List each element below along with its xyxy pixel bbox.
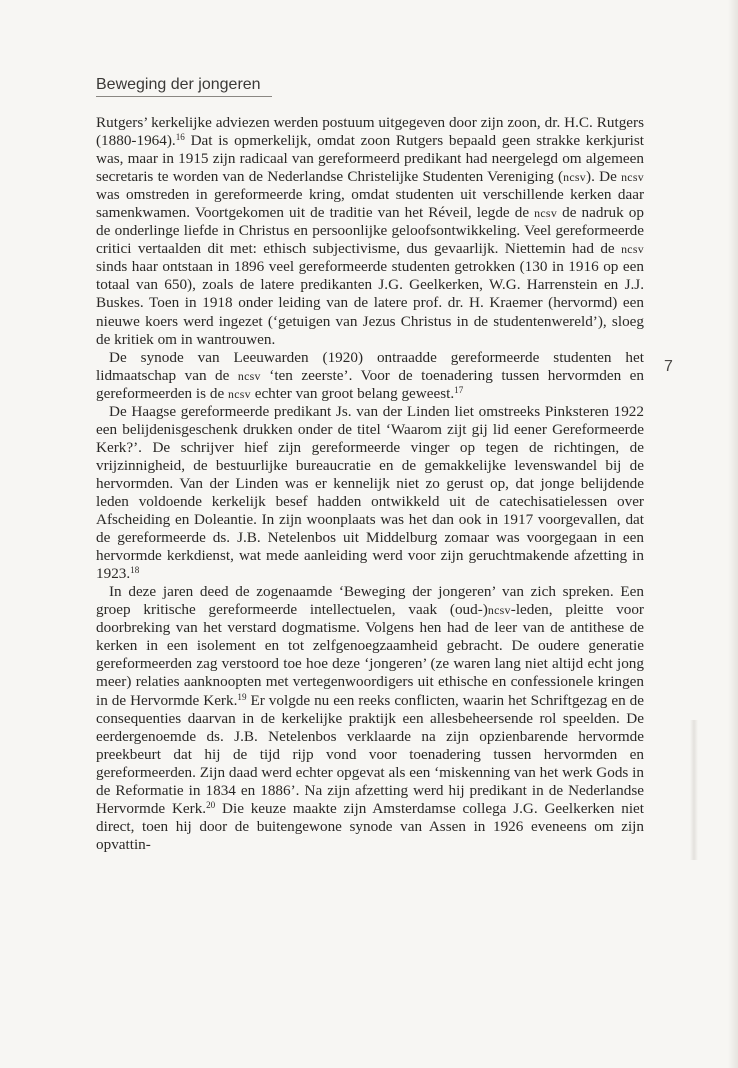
footnote-reference: 17 [454,384,464,395]
small-caps-abbreviation: ncsv [487,603,511,618]
paragraph [96,583,644,854]
small-caps-abbreviation: ncsv [227,386,251,401]
body-text [96,114,644,854]
show-through-mark [690,720,698,860]
footnote-reference: 16 [175,132,185,143]
text-run: was omstreden in gereformeerde kring, omdat studenten uit verschillende kerken daar samenkwamen. Voortgekomen uit de traditie van het Réveil, legde de [96,186,644,222]
text-run: Die keuze maakte zijn Amsterdamse collega J.G. Geelkerken niet direct, toen hij door de buitengewone synode van Assen in 1926 eveneens om zijn opvattin- [96,799,644,853]
text-run: De synode van Leeuwarden (1920) ontraadde gereformeerde studenten het lidmaatschap van de [96,348,644,384]
paragraph [96,114,644,349]
text-run: Dat is opmerkelijk, omdat zoon Rutgers bepaald geen strakke kerkjurist was, maar in 1915 zijn radicaal van gereformeerd predikant had neergelegd om algemeen secretaris te worden van de Nederlandse Christelijke Studenten Vereniging ( [96,132,644,186]
text-run: de nadruk op de onderlinge liefde in Christus en persoonlijke geloofsontwikkeling. Veel gereformeerde critici vertaalden dit met: ethisch subjectivisme, dus gevaarlijk. Niettemin had de [96,204,644,258]
paragraph [96,403,644,583]
footnote-reference: 20 [206,799,216,810]
text-run: ). De [586,168,622,186]
page-edge-shadow [728,0,738,1068]
text-run: echter van groot belang geweest. [250,384,455,402]
text-run: ‘ten zeerste’. Voor de toenadering tussen hervormden en gereformeerden is de [96,366,644,402]
section-heading: Beweging der jongeren [96,76,272,97]
text-run: In deze jaren deed de zogenaamde ‘Beweging der jongeren’ van zich spreken. Een groep kritische gereformeerde intellectuelen, vaak (oud-) [96,583,644,619]
footnote-reference: 19 [237,691,247,702]
small-caps-abbreviation: ncsv [237,368,261,383]
text-run: -leden, pleitte voor doorbreking van het verstard dogmatisme. Volgens hen had de leer van de antithese de kerken in een isolement en tot zelfgenoegzaamheid gebracht. De oudere generatie gereformeerden zag verstoord toe hoe deze ‘jongeren’ (ze waren lang niet altijd echt jong meer) relaties aanknoopten met vertegenwoordigers uit ethische en confessionele kringen in de Hervormde Kerk. [96,601,644,709]
page-number: 7 [664,358,673,375]
small-caps-abbreviation: ncsv [621,242,644,257]
text-run: sinds haar ontstaan in 1896 veel gereformeerde studenten getrokken (130 in 1916 op een totaal van 650), zoals de latere predikanten J.G. Geelkerken, W.G. Harrenstein en J.J. Buskes. Toen in 1918 onder leiding van de latere prof. dr. H. Kraemer (hervormd) een nieuwe koers werd ingezet (‘getuigen van Jezus Christus in de studentenwereld’), sloeg de kritiek om in wantrouwen. [96,258,644,348]
footnote-reference: 18 [130,565,140,576]
small-caps-abbreviation: ncsv [563,170,587,185]
small-caps-abbreviation: ncsv [534,206,558,221]
paragraph [96,349,644,403]
text-run: De Haagse gereformeerde predikant Js. van der Linden liet omstreeks Pinksteren 1922 een belijdenisgeschenk drukken onder de titel ‘Waarom zijt gij lid eener Gereformeerde Kerk?’. De schrijver hief zijn gereformeerde vinger op tegen de richtingen, de vrijzinnigheid, de bestuurlijke bureaucratie en de gemakkelijke levenswandel bij de hervormden. Van der Linden was er kennelijk niet zo gerust op, dat jonge belijdende leden voldoende kerkelijk besef hadden ontwikkeld uit de catechisatielessen over Afscheiding en Doleantie. In zijn woonplaats was het dan ook in 1917 voorgevallen, dat de gereformeerde ds. J.B. Netelenbos uit Middelburg zomaar was voorgegaan in een hervormde kerkdienst, wat mede aanleiding werd voor zijn geruchtmakende afzetting in 1923. [96,402,644,583]
text-run: Er volgde nu een reeks conflicten, waarin het Schriftgezag en de consequenties daarvan in de kerkelijke praktijk een allesbeheersende rol speelden. De eerdergenoemde ds. J.B. Netelenbos verklaarde na zijn opzienbarende hervormde preekbeurt dat hij de tijd rijp vond voor toenadering tussen hervormden en gereformeerden. Zijn daad werd echter opgevat als een ‘miskenning van het werk Gods in de Reformatie in 1834 en 1886’. Na zijn afzetting werd hij predikant in de Nederlandse Hervormde Kerk. [96,691,644,817]
small-caps-abbreviation: ncsv [621,170,644,185]
text-run: Rutgers’ kerkelijke adviezen werden postuum uitgegeven door zijn zoon, dr. H.C. Rutgers (1880-1964). [96,114,644,150]
